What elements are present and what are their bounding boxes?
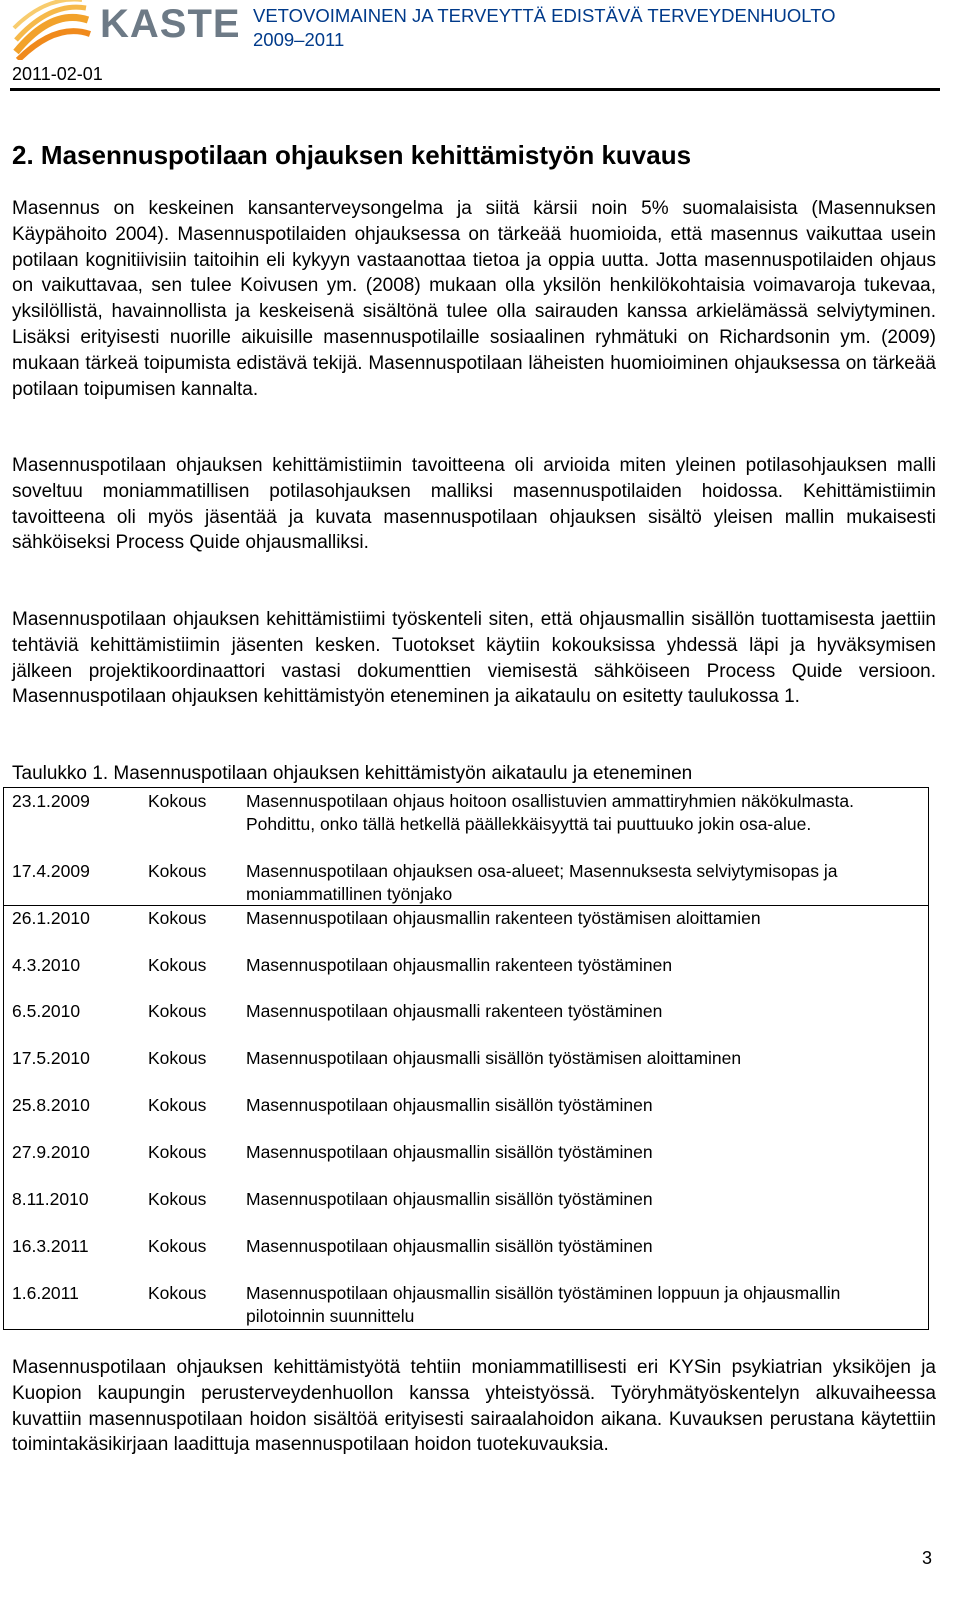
paragraph-3: Masennuspotilaan ohjauksen kehittämistiimi työskenteli siten, että ohjausmallin sisällön tuottamisesta jaettiin tehtäviä kehittämistiimin jäsenten kesken. Tuotokset käytiin kokouksissa yhdessä läpi ja hyväksymisen jälkeen projektikoordinaattori vastasi dokumenttien viemisestä sähköiseen Process Quide versioon. Masennuspotilaan ohjauksen kehittämistyön eteneminen ja aikataulu on esitetty taulukossa 1. — [12, 609, 936, 708]
header-title-line2: 2009–2011 — [253, 29, 345, 50]
header-date: 2011-02-01 — [12, 64, 103, 84]
row-type: Kokous — [148, 955, 207, 975]
row-date: 4.3.2010 — [12, 955, 81, 975]
row-date: 27.9.2010 — [12, 1142, 90, 1162]
table-caption: Taulukko 1. Masennuspotilaan ohjauksen kehittämistyön aikataulu ja eteneminen — [12, 763, 693, 784]
row-date: 17.5.2010 — [12, 1048, 90, 1068]
section-heading: 2. Masennuspotilaan ohjauksen kehittämistyön kuvaus — [12, 140, 692, 170]
row-description: Masennuspotilaan ohjausmallin rakenteen työstämisen aloittamien — [246, 908, 761, 928]
row-date: 16.3.2011 — [12, 1236, 89, 1256]
row-date: 6.5.2010 — [12, 1001, 81, 1021]
row-type: Kokous — [148, 908, 207, 928]
logo-text: KASTE — [100, 2, 241, 46]
row-type: Kokous — [148, 1001, 207, 1021]
row-type: Kokous — [148, 861, 207, 881]
row-description: Masennuspotilaan ohjauksen osa-alueet; Masennuksesta selviytymisopas ja moniammatillinen työnjako — [246, 861, 838, 904]
row-type: Kokous — [148, 1095, 207, 1115]
row-date: 25.8.2010 — [12, 1095, 90, 1115]
row-description: Masennuspotilaan ohjausmallin sisällön työstäminen — [246, 1142, 653, 1162]
paragraph-1: Masennus on keskeinen kansanterveysongelma ja siitä kärsii noin 5% suomalaisista (Masennuksen Käypähoito 2004). Masennuspotilaiden ohjauksessa on tärkeää huomioida, että masennus vaikuttaa usein potilaan kognitiivisiin taitoihin eli kykyyn vastaanottaa tietoa ja oppia uutta. Jotta masennuspotilaiden ohjaus on vaikuttavaa, sen tulee Koivusen ym. (2008) mukaan olla yksilön henkilökohtaisia voimavaroja tukevaa, yksilöllistä, havainnollista ja keskeisenä sisältönä tulee olla sairauden kanssa arkielämässä selviytyminen. Lisäksi erityisesti nuorille aikuisille masennuspotilaille sosiaalinen ryhmätuki on Richardsonin ym. (2009) mukaan tärkeä toipumista edistävä tekijä. Masennuspotilaan läheisten huomioiminen ohjauksessa on tärkeää potilaan toipumisen kannalta. — [12, 198, 936, 400]
schedule-table — [3, 787, 929, 1330]
row-description: Masennuspotilaan ohjausmalli sisällön työstämisen aloittaminen — [246, 1048, 742, 1068]
paragraph-4: Masennuspotilaan ohjauksen kehittämistyötä tehtiin moniammatillisesti eri KYSin psykiatrian yksiköjen ja Kuopion kaupungin perusterveydenhuollon kanssa yhteistyössä. Työryhmätyöskentelyn alkuvaiheessa kuvattiin masennuspotilaan hoidon sisältöä erityisesti sairaalahoidon aikana. Kuvauksen perustana käytettiin toimintakäsikirjaan laadittuja masennuspotilaan hoidon tuotekuvauksia. — [12, 1357, 936, 1456]
row-description: Masennuspotilaan ohjausmalli rakenteen työstäminen — [246, 1001, 663, 1021]
row-date: 26.1.2010 — [12, 908, 90, 928]
row-description: Masennuspotilaan ohjaus hoitoon osallistuvien ammattiryhmien näkökulmasta. Pohdittu, onko tällä hetkellä päällekkäisyyttä tai puuttuuko jokin osa-alue. — [246, 791, 854, 834]
table-divider — [4, 905, 928, 906]
row-type: Kokous — [148, 1189, 207, 1209]
header-divider — [10, 88, 940, 91]
row-date: 17.4.2009 — [12, 861, 90, 881]
header-title-line1: VETOVOIMAINEN JA TERVEYTTÄ EDISTÄVÄ TERVEYDENHUOLTO — [253, 5, 836, 26]
row-description: Masennuspotilaan ohjausmallin sisällön työstäminen — [246, 1095, 653, 1115]
row-type: Kokous — [148, 1048, 207, 1068]
kaste-sun-logo-icon — [12, 0, 92, 60]
row-type: Kokous — [148, 1142, 207, 1162]
row-description: Masennuspotilaan ohjausmallin sisällön työstäminen loppuun ja ohjausmallin pilotoinnin suunnittelu — [246, 1283, 841, 1326]
row-description: Masennuspotilaan ohjausmallin rakenteen työstäminen — [246, 955, 673, 975]
row-date: 8.11.2010 — [12, 1189, 89, 1209]
row-description: Masennuspotilaan ohjausmallin sisällön työstäminen — [246, 1236, 653, 1256]
kaste-logo — [12, 0, 241, 62]
paragraph-2: Masennuspotilaan ohjauksen kehittämistiimin tavoitteena oli arvioida miten yleinen potilasohjauksen malli soveltuu moniammatillisen potilasohjauksen malliksi masennuspotilaiden hoidossa. Kehittämistiimin tavoitteena oli myös jäsentää ja kuvata masennuspotilaan ohjauksen sisältö yleisen mallin mukaisesti sähköiseksi Process Quide ohjausmalliksi. — [12, 455, 936, 554]
header-title — [253, 4, 836, 52]
row-description: Masennuspotilaan ohjausmallin sisällön työstäminen — [246, 1189, 653, 1209]
page-number: 3 — [922, 1548, 933, 1568]
page-header — [0, 0, 960, 92]
row-type: Kokous — [148, 1236, 207, 1256]
row-type: Kokous — [148, 1283, 207, 1303]
row-type: Kokous — [148, 791, 207, 811]
row-date: 1.6.2011 — [12, 1283, 79, 1303]
row-date: 23.1.2009 — [12, 791, 90, 811]
